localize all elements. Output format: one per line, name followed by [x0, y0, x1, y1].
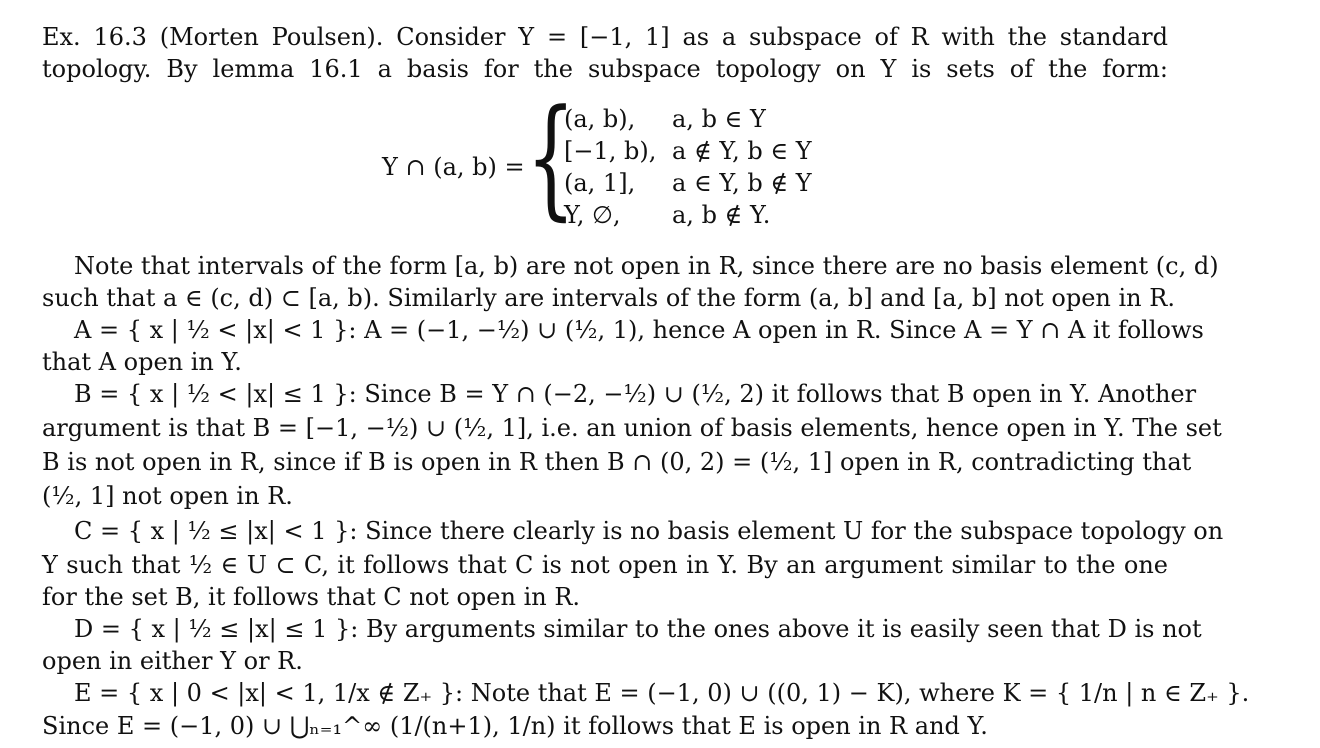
paragraph-line: Y such that ½ ∈ U ⊂ C, it follows that C is not open in Y. By an argument similar to the one	[42, 551, 1168, 579]
case-left: (a, b),	[564, 105, 636, 133]
paragraph-line: that A open in Y.	[42, 348, 242, 376]
left-brace: {	[526, 81, 576, 233]
intro-line: topology. By lemma 16.1 a basis for the subspace topology on Y is sets of the form:	[42, 55, 1168, 83]
paragraph-line: A = { x | ½ < |x| < 1 }: A = (−1, −½) ∪ (½, 1), hence A open in R. Since A = Y ∩ A it follows	[74, 316, 1204, 344]
paragraph-line: D = { x | ½ ≤ |x| ≤ 1 }: By arguments similar to the ones above it is easily seen that D is not	[74, 615, 1202, 643]
paragraph-line: B = { x | ½ < |x| ≤ 1 }: Since B = Y ∩ (−2, −½) ∪ (½, 2) it follows that B open in Y. Another	[74, 380, 1197, 408]
paragraph-line: C = { x | ½ ≤ |x| < 1 }: Since there clearly is no basis element U for the subspace topology on	[74, 517, 1224, 545]
paragraph-line: such that a ∈ (c, d) ⊂ [a, b). Similarly are intervals of the form (a, b] and [a, b] not open in R.	[42, 284, 1175, 312]
case-right: a, b ∈ Y	[672, 105, 766, 133]
case-left: Y, ∅,	[564, 201, 621, 229]
case-right: a ∈ Y, b ∉ Y	[672, 169, 812, 197]
paragraph-line: Since E = (−1, 0) ∪ ⋃ₙ₌₁^∞ (1/(n+1), 1/n) it follows that E is open in R and Y.	[42, 712, 988, 740]
paragraph-line: for the set B, it follows that C not open in R.	[42, 583, 581, 611]
case-right: a, b ∉ Y.	[672, 201, 771, 229]
paragraph-line: open in either Y or R.	[42, 647, 303, 675]
paragraph-line: Note that intervals of the form [a, b) are not open in R, since there are no basis element (c, d)	[74, 252, 1219, 280]
cases-lhs: Y ∩ (a, b) =	[382, 153, 525, 181]
paragraph-line: E = { x | 0 < |x| < 1, 1/x ∉ Z₊ }: Note that E = (−1, 0) ∪ ((0, 1) − K), where K = { 1/n | n ∈ Z₊ }.	[74, 679, 1250, 707]
case-left: (a, 1],	[564, 169, 636, 197]
paragraph-line: B is not open in R, since if B is open in R then B ∩ (0, 2) = (½, 1] open in R, contradicting that	[42, 448, 1192, 476]
exercise-heading-line: Ex. 16.3 (Morten Poulsen). Consider Y = [−1, 1] as a subspace of R with the standard	[42, 23, 1168, 51]
case-left: [−1, b),	[564, 137, 657, 165]
paragraph-line: (½, 1] not open in R.	[42, 482, 293, 510]
paragraph-line: argument is that B = [−1, −½) ∪ (½, 1], i.e. an union of basis elements, hence open in Y. The set	[42, 414, 1222, 442]
case-right: a ∉ Y, b ∈ Y	[672, 137, 812, 165]
